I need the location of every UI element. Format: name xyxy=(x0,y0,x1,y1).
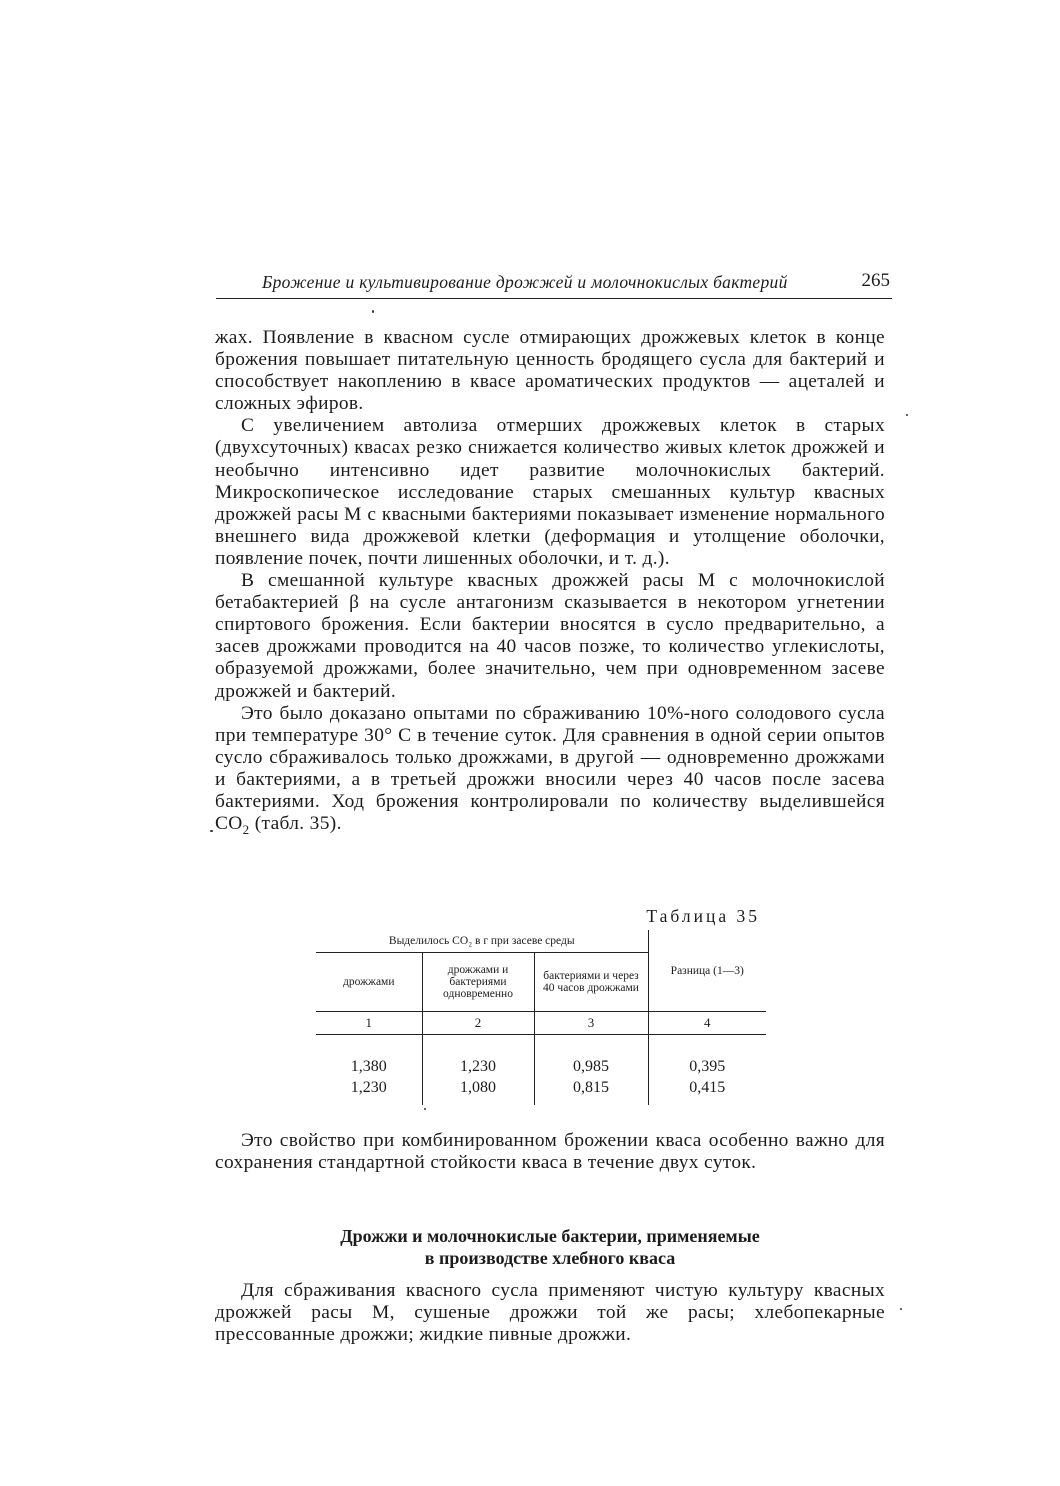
table-cell: 1,230 xyxy=(316,1079,422,1105)
table-cell: 0,985 xyxy=(534,1035,648,1080)
column-number: 1 xyxy=(316,1012,422,1035)
paragraph-fermentation: Для сбраживания квасного сусла применяют чистую культуру квасных дрожжей расы М, сушеные дрожжи той же расы; хлебопекарные прессованные дрожжи; жидкие пивные дрожжи. xyxy=(215,1280,885,1346)
main-text xyxy=(215,327,885,835)
section-heading-line2: в производстве хлебного кваса xyxy=(424,1248,676,1268)
page-number: 265 xyxy=(861,270,890,291)
paragraph-property: Это свойство при комбинированном брожении кваса особенно важно для сохранения стандартной стойкости кваса в течение двух суток. xyxy=(215,1130,885,1174)
group-header: Выделилось СО₂ в г при засеве среды xyxy=(316,930,648,953)
column-number: 4 xyxy=(648,1012,766,1035)
table-cell: 0,815 xyxy=(534,1079,648,1105)
running-header xyxy=(216,268,892,299)
data-table xyxy=(316,930,766,1105)
scan-speck xyxy=(210,830,213,832)
scan-speck xyxy=(372,310,374,313)
column-number: 3 xyxy=(534,1012,648,1035)
co2-formula: $СО_2$ xyxy=(215,813,250,837)
scan-speck xyxy=(424,1108,426,1110)
running-title: Брожение и культивирование дрожжей и молочнокислых бактерий xyxy=(262,272,788,292)
paragraph-autolysis: С увеличением автолиза отмерших дрожжевых клеток в старых (двухсуточных) квасах резко снижается количество живых клеток дрожжей и необычно интенсивно идет развитие молочнокислых бактерий. Микроскопическое исследование старых смешанных культур квасных дрожжей расы М с квасными бактериями показывает изменение нормального внешнего вида дрожжевой клетки (деформация и утолщение оболочки, появление почек, почти лишенных оболочки, и т. д.). xyxy=(215,415,885,569)
table-cell: 0,395 xyxy=(689,1058,726,1075)
table-cell: 1,080 xyxy=(422,1079,534,1105)
table-row xyxy=(316,1079,766,1105)
table-reference: (табл. 35). xyxy=(249,813,342,835)
paragraph-continuation: жах. Появление в квасном сусле отмирающих дрожжевых клеток в конце брожения повышает питательную ценность бродящего сусла для бактерий и способствует накоплению в квасе ароматических продуктов — ацеталей и сложных эфиров. xyxy=(215,327,885,415)
table-row xyxy=(316,1035,766,1080)
column-header-3: бактериями и через 40 часов дрожжами xyxy=(534,953,648,1012)
column-header-1: дрожжами xyxy=(316,953,422,1012)
table-cell: 0,415 xyxy=(689,1079,726,1096)
section-heading-line1: Дрожжи и молочнокислые бактерии, применяемые xyxy=(340,1226,760,1246)
column-header-4: Разница (1—3) xyxy=(648,930,766,1012)
table-cell: 1,230 xyxy=(422,1035,534,1080)
final-text xyxy=(215,1280,885,1346)
table-title: Таблица 35 xyxy=(646,906,760,926)
column-number: 2 xyxy=(422,1012,534,1035)
experiment-text: Это было доказано опытами по сбраживанию 10%-ного солодового сусла при температуре 30° С в течение суток. Для сравнения в одной серии опытов сусло сбраживалось только дрожжами, в другой — одновременно дрожжами и бактериями, а в третьей дрожжи вносили через 40 часов после засева бактериями. Ход брожения контролировали по количеству выделившейся xyxy=(215,702,885,812)
after-table-text xyxy=(215,1130,885,1174)
section-heading xyxy=(215,1225,885,1269)
scan-speck xyxy=(906,414,908,416)
scan-speck xyxy=(900,1308,902,1310)
column-header-2: дрожжами и бактериями одновременно xyxy=(422,953,534,1012)
table-cell: 1,380 xyxy=(316,1035,422,1080)
paragraph-mixed-culture: В смешанной культуре квасных дрожжей расы М с молочнокислой бетабактерией β на сусле антагонизм сказывается в некотором угнетении спиртового брожения. Если бактерии вносятся в сусло предварительно, а засев дрожжами проводится на 40 часов позже, то количество углекислоты, образуемой дрожжами, более значительно, чем при одновременном засеве дрожжей и бактерий. xyxy=(215,570,885,702)
paragraph-experiment xyxy=(215,703,885,836)
